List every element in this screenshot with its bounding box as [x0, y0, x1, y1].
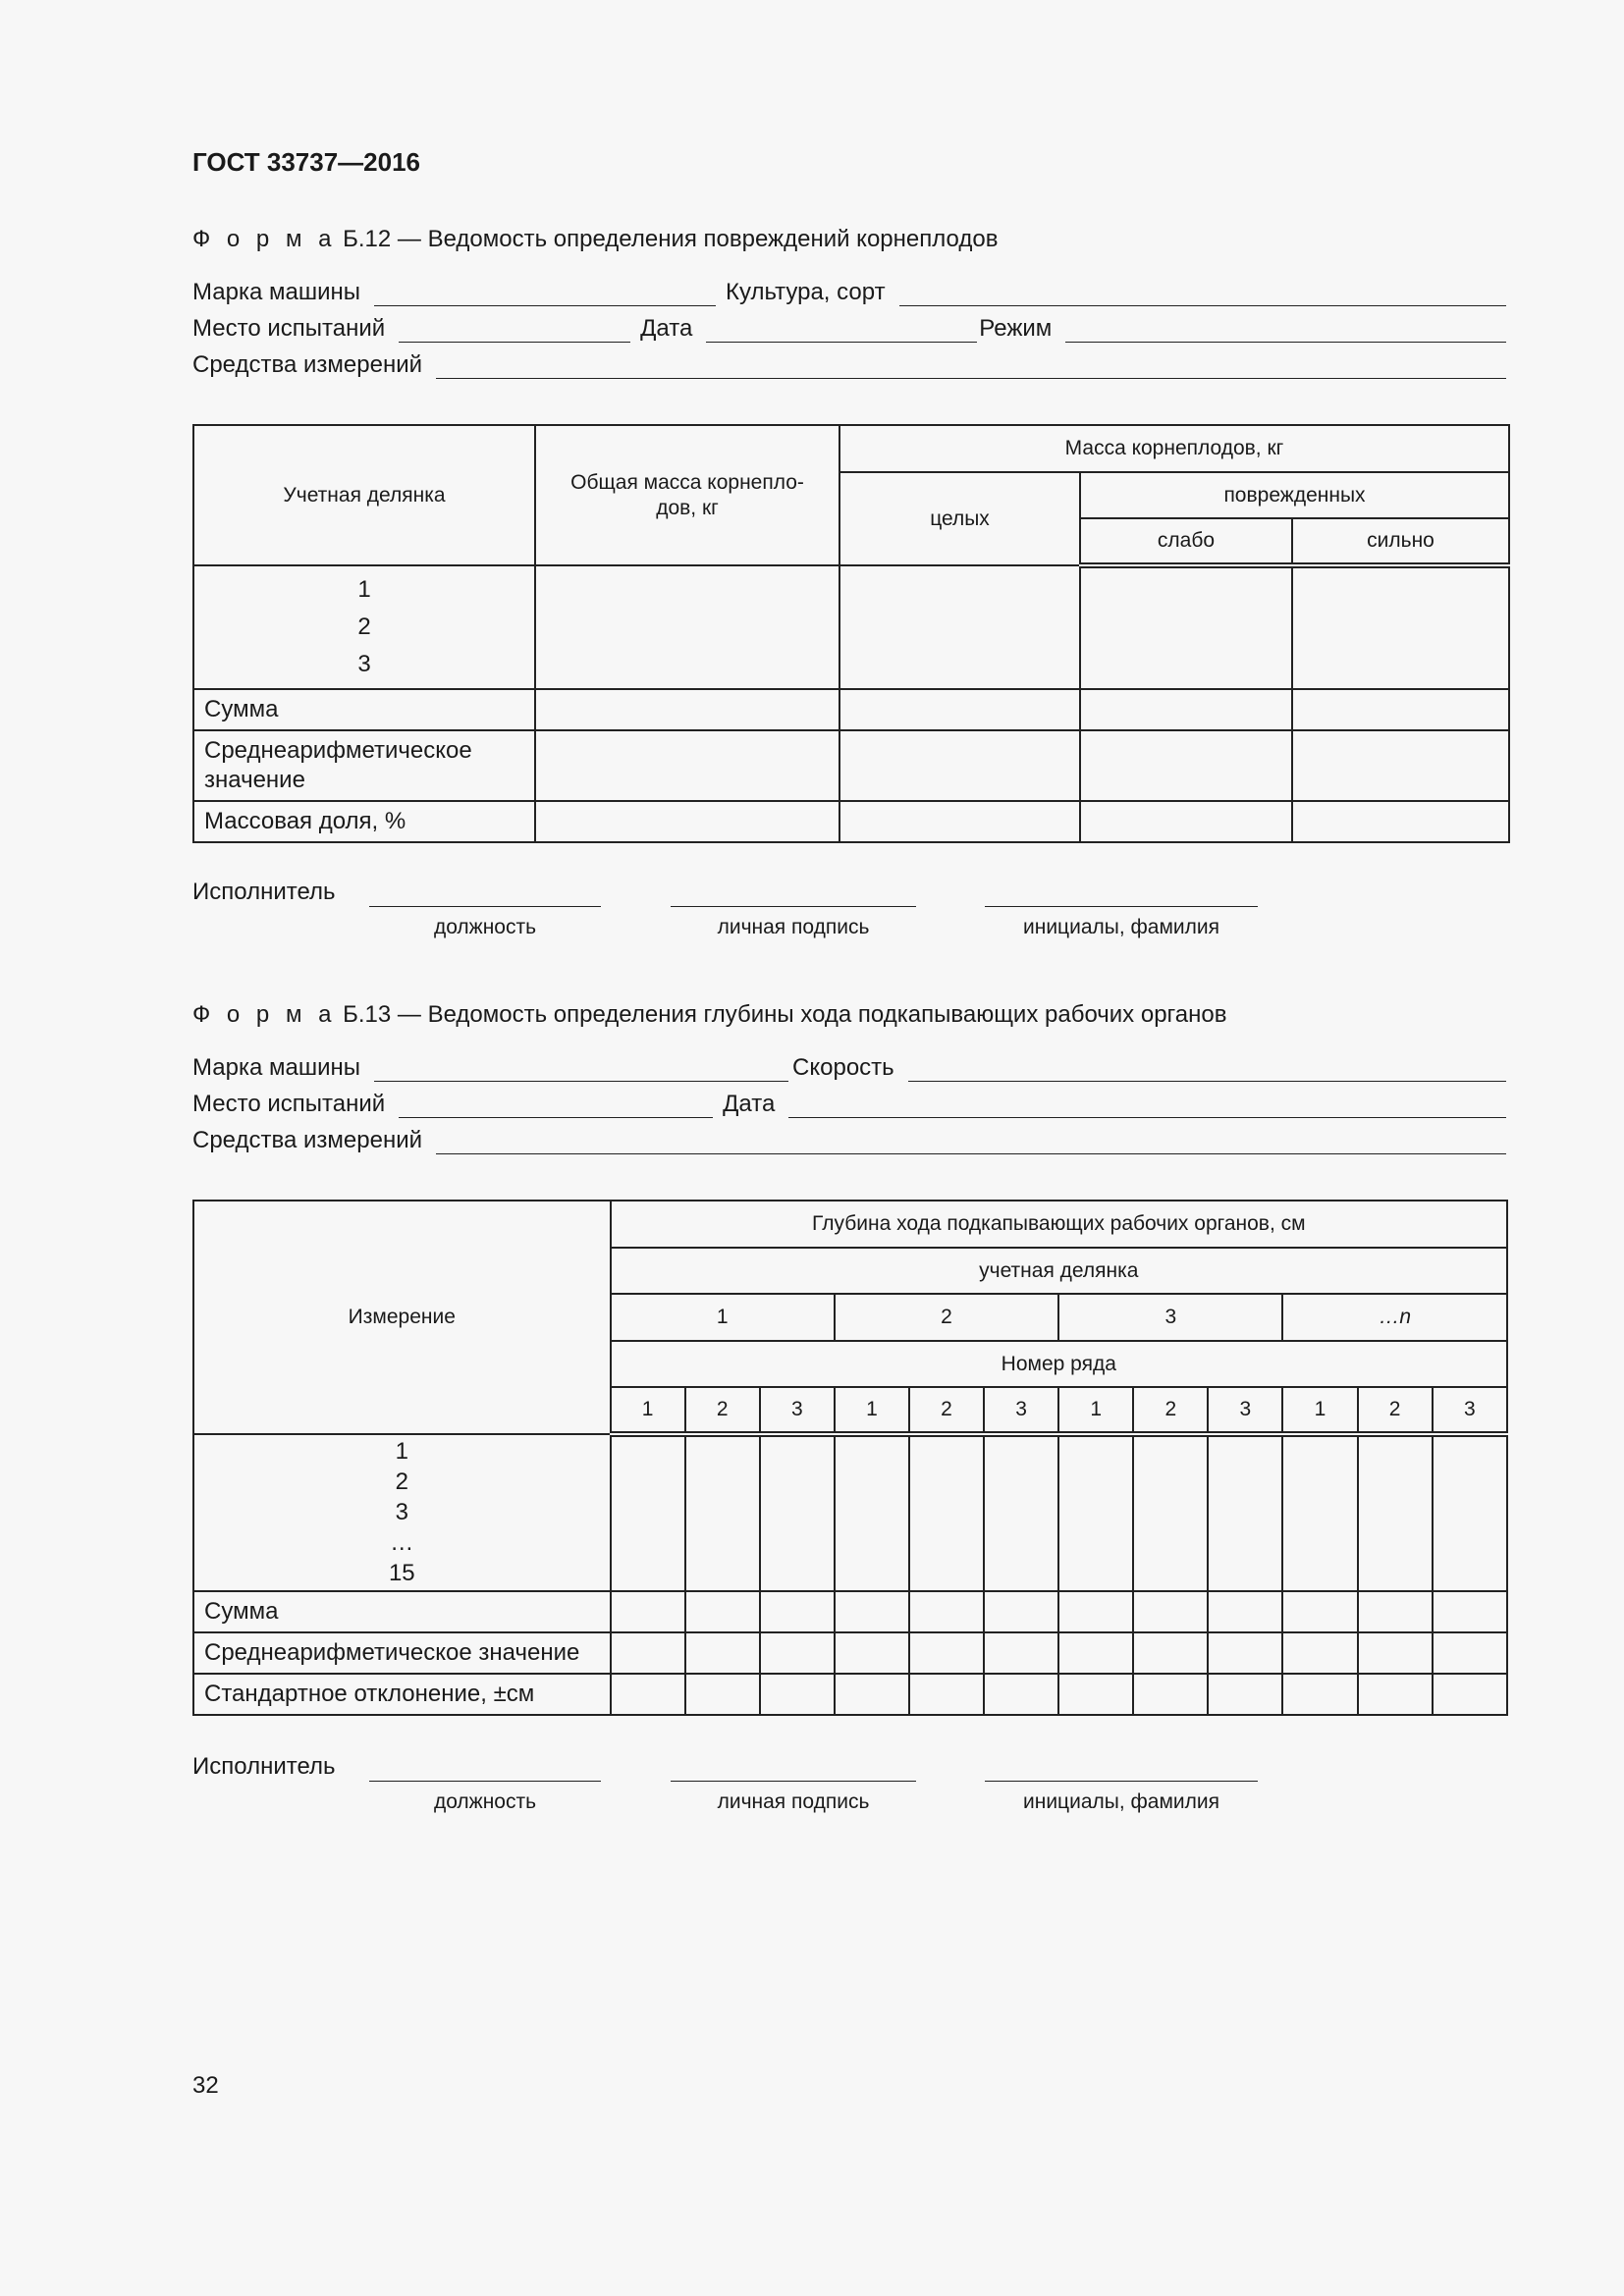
name-line[interactable]: [985, 1781, 1258, 1782]
data-cell[interactable]: [1208, 1632, 1282, 1674]
header-row-number: Номер ряда: [611, 1341, 1507, 1387]
data-cell[interactable]: [1058, 1434, 1133, 1591]
plot-number: 2: [835, 1294, 1058, 1341]
data-cell[interactable]: [760, 1632, 835, 1674]
name-line[interactable]: [985, 906, 1258, 907]
form-b12-row-instruments: [192, 346, 1506, 379]
data-cell[interactable]: [535, 565, 839, 689]
machine-label: Марка машины: [192, 279, 361, 305]
place-label: Место испытаний: [192, 315, 386, 342]
machine-field[interactable]: [374, 1055, 788, 1082]
machine-label: Марка машины: [192, 1054, 361, 1081]
measurement-number: 15: [388, 1560, 415, 1586]
executor-label: Исполнитель: [192, 1753, 336, 1780]
data-cell[interactable]: [685, 1434, 760, 1591]
row-number: 2: [1133, 1387, 1208, 1434]
form-b13-row-place: [192, 1085, 1506, 1118]
row-mean-label: Среднеарифметическое значение: [193, 1632, 611, 1674]
data-cell[interactable]: [611, 1632, 685, 1674]
position-line[interactable]: [369, 1781, 601, 1782]
data-cell[interactable]: [1133, 1434, 1208, 1591]
header-total-mass: Общая масса корнепло-дов, кг: [535, 425, 839, 565]
data-cell[interactable]: [984, 1674, 1058, 1715]
data-cell[interactable]: [1058, 1632, 1133, 1674]
header-damaged: поврежденных: [1080, 472, 1509, 518]
name-caption: инициалы, фамилия: [1023, 1790, 1219, 1813]
data-cell[interactable]: [1282, 1674, 1357, 1715]
data-cell[interactable]: [685, 1591, 760, 1632]
data-cell[interactable]: [1058, 1591, 1133, 1632]
data-cell[interactable]: [1080, 689, 1292, 730]
name-caption: инициалы, фамилия: [1023, 916, 1219, 938]
data-cell[interactable]: [839, 801, 1080, 842]
form-title-text: Б.13 — Ведомость определения глубины хода подкапывающих рабочих органов: [343, 1001, 1227, 1028]
row-number: 3: [1208, 1387, 1282, 1434]
data-cell[interactable]: [535, 801, 839, 842]
measurement-number: 3: [395, 1499, 408, 1525]
executor-label: Исполнитель: [192, 879, 336, 905]
place-label: Место испытаний: [192, 1091, 386, 1117]
data-cell[interactable]: [839, 689, 1080, 730]
data-cell[interactable]: [1433, 1591, 1507, 1632]
instruments-field[interactable]: [436, 1128, 1506, 1154]
row-number: 3: [1433, 1387, 1507, 1434]
data-cell[interactable]: [1080, 565, 1292, 689]
data-cell[interactable]: [1292, 565, 1509, 689]
row-number: 1: [1282, 1387, 1357, 1434]
instruments-label: Средства измерений: [192, 351, 423, 378]
form-title-text: Б.12 — Ведомость определения повреждений корнеплодов: [343, 226, 999, 252]
data-cell[interactable]: [760, 1674, 835, 1715]
data-cell[interactable]: [760, 1591, 835, 1632]
data-cell[interactable]: [611, 1674, 685, 1715]
signature-caption: личная подпись: [717, 1790, 870, 1813]
data-cell[interactable]: [1208, 1674, 1282, 1715]
row-sum-label: Сумма: [193, 1591, 611, 1632]
measurement-number: 1: [395, 1438, 408, 1465]
instruments-label: Средства измерений: [192, 1127, 423, 1153]
form-b13-row-instruments: [192, 1121, 1506, 1154]
data-cell[interactable]: [1433, 1434, 1507, 1591]
data-cell[interactable]: [535, 730, 839, 801]
signature-line[interactable]: [671, 1781, 916, 1782]
form-b13-signature: [192, 1753, 1272, 1812]
crop-field[interactable]: [899, 280, 1506, 306]
data-cell[interactable]: [1208, 1434, 1282, 1591]
instruments-field[interactable]: [436, 352, 1506, 379]
form-b12-table: [192, 424, 1510, 843]
data-cell[interactable]: [685, 1674, 760, 1715]
data-cell[interactable]: [1358, 1674, 1433, 1715]
position-caption: должность: [433, 1790, 537, 1813]
row-number: 3: [760, 1387, 835, 1434]
data-cell[interactable]: [909, 1674, 984, 1715]
position-line[interactable]: [369, 906, 601, 907]
data-cell[interactable]: [839, 565, 1080, 689]
data-cell[interactable]: [1358, 1591, 1433, 1632]
data-cell[interactable]: [1208, 1591, 1282, 1632]
machine-field[interactable]: [374, 280, 716, 306]
date-field[interactable]: [788, 1092, 1506, 1118]
speed-label: Скорость: [792, 1054, 894, 1081]
signature-caption: личная подпись: [717, 916, 870, 938]
form-label: Ф о р м а: [192, 1001, 337, 1028]
data-cell[interactable]: [1058, 1674, 1133, 1715]
header-depth: Глубина хода подкапывающих рабочих органов, см: [611, 1201, 1507, 1248]
row-number: 2: [909, 1387, 984, 1434]
form-b12-title: [192, 226, 998, 253]
measurement-number: 2: [395, 1468, 408, 1495]
place-field[interactable]: [399, 316, 630, 343]
header-mass: Масса корнеплодов, кг: [839, 425, 1509, 472]
data-cell[interactable]: [909, 1591, 984, 1632]
data-cell[interactable]: [1292, 730, 1509, 801]
data-cell[interactable]: [839, 730, 1080, 801]
data-cell[interactable]: [984, 1434, 1058, 1591]
place-field[interactable]: [399, 1092, 713, 1118]
data-cell[interactable]: [835, 1674, 909, 1715]
plot-row-number: 2: [357, 614, 371, 640]
row-std-label: Стандартное отклонение, ±см: [193, 1674, 611, 1715]
row-number: 3: [984, 1387, 1058, 1434]
plot-row-number: 1: [357, 576, 371, 603]
form-b13-title: [192, 1001, 1226, 1029]
header-plot: Учетная делянка: [193, 425, 535, 565]
date-field[interactable]: [706, 316, 977, 343]
data-cell[interactable]: [984, 1632, 1058, 1674]
data-cell[interactable]: [1133, 1632, 1208, 1674]
data-cell[interactable]: [1133, 1591, 1208, 1632]
mode-field[interactable]: [1065, 316, 1506, 343]
data-cell[interactable]: [909, 1434, 984, 1591]
data-cell[interactable]: [1358, 1434, 1433, 1591]
data-cell[interactable]: [611, 1434, 685, 1591]
form-b13-table: [192, 1200, 1508, 1716]
data-cell[interactable]: [1433, 1632, 1507, 1674]
row-share-label: Массовая доля, %: [193, 801, 535, 842]
data-cell[interactable]: [909, 1632, 984, 1674]
header-whole: целых: [839, 472, 1080, 565]
plot-number: 1: [611, 1294, 835, 1341]
data-cell[interactable]: [1282, 1434, 1357, 1591]
crop-label: Культура, сорт: [726, 279, 886, 305]
date-label: Дата: [723, 1091, 776, 1117]
data-cell[interactable]: [1133, 1674, 1208, 1715]
data-cell[interactable]: [835, 1591, 909, 1632]
form-label: Ф о р м а: [192, 226, 337, 252]
standard-title: ГОСТ 33737—2016: [192, 147, 420, 177]
row-mean-label: Среднеарифметическое значение: [193, 730, 535, 801]
header-severe: сильно: [1292, 518, 1509, 565]
measurement-number: …: [390, 1529, 414, 1556]
row-sum-label: Сумма: [193, 689, 535, 730]
row-number: 1: [835, 1387, 909, 1434]
data-cell[interactable]: [835, 1632, 909, 1674]
header-plot: учетная делянка: [611, 1248, 1507, 1294]
page-number: 32: [192, 2072, 219, 2099]
data-cell[interactable]: [984, 1591, 1058, 1632]
mode-label: Режим: [979, 315, 1053, 342]
plot-row-number: 3: [357, 651, 371, 677]
form-b12-signature: [192, 879, 1272, 937]
data-cell[interactable]: [1292, 689, 1509, 730]
data-cell[interactable]: [760, 1434, 835, 1591]
signature-line[interactable]: [671, 906, 916, 907]
data-cell[interactable]: [535, 689, 839, 730]
data-cell[interactable]: [1282, 1632, 1357, 1674]
row-number: 1: [611, 1387, 685, 1434]
data-cell[interactable]: [1282, 1591, 1357, 1632]
data-cell[interactable]: [1080, 730, 1292, 801]
measurement-numbers-cell: [193, 1434, 611, 1591]
form-b12-row-machine: [192, 273, 1506, 306]
data-cell[interactable]: [1358, 1632, 1433, 1674]
header-measurement: Измерение: [193, 1201, 611, 1434]
plot-number: 3: [1058, 1294, 1282, 1341]
form-b13-row-machine: [192, 1048, 1506, 1082]
data-cell[interactable]: [1433, 1674, 1507, 1715]
row-number: 2: [1358, 1387, 1433, 1434]
speed-field[interactable]: [908, 1055, 1506, 1082]
data-cell[interactable]: [1080, 801, 1292, 842]
data-cell[interactable]: [685, 1632, 760, 1674]
plot-numbers-cell: [193, 565, 535, 689]
row-number: 1: [1058, 1387, 1133, 1434]
data-cell[interactable]: [835, 1434, 909, 1591]
plot-number: …n: [1282, 1294, 1507, 1341]
position-caption: должность: [433, 916, 537, 938]
data-cell[interactable]: [611, 1591, 685, 1632]
data-cell[interactable]: [1292, 801, 1509, 842]
date-label: Дата: [640, 315, 693, 342]
row-number: 2: [685, 1387, 760, 1434]
form-b12-row-place: [192, 309, 1506, 343]
header-slight: слабо: [1080, 518, 1292, 565]
